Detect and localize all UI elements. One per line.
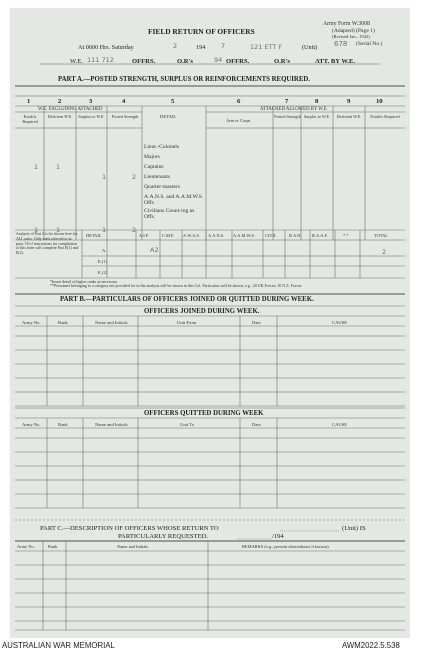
header-deficient-we: Deficient W.E.: [47, 114, 73, 119]
rank-majors: Majors: [144, 154, 160, 160]
archive-footer: [0, 638, 421, 653]
offrs-label: OFFRS.: [132, 58, 156, 65]
analysis-header-awas: A.W.A.S.: [183, 233, 200, 238]
analysis-row-e2: E.(2): [98, 270, 108, 275]
part-c-header-rank: Rank: [48, 544, 58, 549]
rank-aans-aamws: A.A.N.S. and A.A.M.W.S. Offs: [144, 194, 204, 206]
analysis-header-total: TOTAL: [374, 233, 388, 238]
part-c-title-line2: PARTICULARLY REQUESTED.: [118, 533, 209, 540]
posted-lieutenants-hw: 2: [132, 173, 137, 181]
footnote-1: *Insert detail of higher ranks as necessary.: [50, 279, 118, 284]
quitted-header-rank: Rank: [58, 422, 68, 427]
form-title: FIELD RETURN OF OFFICERS: [148, 27, 255, 36]
footer-institution: AUSTRALIAN WAR MEMORIAL: [2, 641, 115, 650]
joined-header-army-no: Army No.: [22, 320, 41, 325]
att-by-we-label: ATT. BY W.E.: [315, 58, 356, 65]
serial-label: (Serial No.): [356, 41, 383, 47]
analysis-note: Analysis of Part A to be shown here for ALL units. Only units referred to in para. 18 of instructions for compilation of this form will complete Part E(1) and E(2).: [16, 232, 79, 256]
day-handwritten: 2: [173, 42, 178, 50]
quitted-title: OFFICERS QUITTED DURING WEEK: [144, 410, 264, 417]
header-right-deficient: Deficient W.E.: [336, 114, 362, 119]
header-right-posted-strength: Posted Strength: [274, 114, 301, 119]
part-c-unit-is: (Unit) IS: [342, 525, 366, 532]
part-c-date-suffix: /194: [272, 533, 284, 540]
joined-header-unit-from: Unit From: [177, 320, 197, 325]
we-offrs-handwritten: 111 712: [87, 56, 114, 64]
quitted-header-unit-to: Unit To: [180, 422, 195, 427]
header-estabts-required: Estab'ts Required: [22, 114, 38, 124]
or-handwritten: 94: [214, 56, 223, 64]
at-hours-label: At 0600 Hrs. Saturday: [78, 44, 134, 51]
rank-captains: Captains: [144, 164, 164, 170]
quitted-header-army-no: Army No.: [22, 422, 41, 427]
offrs2-label: OFFRS.: [226, 58, 250, 65]
part-b-title: PART B.—PARTICULARS OF OFFICERS JOINED OR QUITTED DURING WEEK.: [60, 296, 314, 303]
estab-total-hw: 1: [34, 226, 39, 234]
estab-captains-hw: 1: [34, 163, 39, 171]
joined-header-cause: CAUSE: [332, 320, 348, 325]
analysis-header-aif: A.I.F.: [139, 233, 150, 238]
month-handwritten: 7: [221, 42, 226, 50]
aif-handwritten: A2: [150, 246, 159, 254]
header-arm-or-corps: Arm or Corps: [226, 118, 251, 123]
deficient-captains-hw: 1: [56, 163, 61, 171]
part-c-header-name: Name and Initials: [117, 544, 149, 549]
footer-accession-number: AWM2022.5.538: [342, 641, 400, 650]
or2-label: O.R's: [274, 58, 290, 65]
analysis-header-other: * *: [343, 233, 349, 238]
revised-label: (Revised Jan., 1942): [332, 34, 370, 39]
we-label: W.E.: [70, 58, 83, 65]
or-label: O.R's: [177, 58, 193, 65]
surplus-total-hw: 1: [102, 226, 107, 234]
header-right-surplus: Surplus to W.E.: [303, 114, 331, 119]
unit-handwritten: 121 ETT F: [250, 43, 283, 51]
joined-header-name: Name and Initials: [95, 320, 128, 325]
header-surplus-we: Surplus to W.E.: [78, 114, 105, 119]
analysis-row-e1: E.(1): [98, 259, 108, 264]
surplus-lieutenants-hw: 1: [102, 173, 107, 181]
analysis-header-aans: A.A.N.S.: [208, 233, 225, 238]
joined-header-date: Date: [252, 320, 261, 325]
army-form-label: Army Form W.3008: [323, 21, 370, 27]
header-posted-strength: Posted Strength: [111, 114, 139, 119]
part-c-title-line1: PART C.—DESCRIPTION OF OFFICERS WHOSE RETURN TO: [40, 525, 219, 532]
analysis-header-detail: DETAIL: [86, 233, 102, 238]
quitted-header-name: Name and Initials: [95, 422, 128, 427]
part-c-header-remarks: REMARKS (e.g., present whereabouts if known).: [242, 544, 330, 549]
analysis-header-raaf: R.A.A.F.: [312, 233, 328, 238]
header-detail: DETAIL: [160, 114, 177, 119]
attached-allowed: ATTACHED ALLOWED BY W.E.: [260, 107, 328, 112]
rank-lieut-colonels: Lieut.-Colonels: [144, 144, 179, 150]
joined-title: OFFICERS JOINED DURING WEEK.: [144, 308, 260, 315]
we-excluding-attached: W.E. EXCLUDING ATTACHED: [38, 107, 103, 112]
analysis-row-a: A.: [102, 248, 107, 253]
analysis-header-aamws: A.A.M.W.S.: [233, 233, 255, 238]
serial-number-handwritten: 678: [334, 40, 348, 48]
part-c-header-army-no: Army No.: [17, 544, 35, 549]
joined-header-rank: Rank: [58, 320, 68, 325]
part-a-title: PART A.—POSTED STRENGTH, SURPLUS OR REINFORCEMENTS REQUIRED.: [58, 76, 310, 83]
quitted-header-cause: CAUSE: [332, 422, 348, 427]
deficient-total-hw: 1: [56, 226, 61, 234]
total-handwritten: 2: [382, 248, 387, 256]
rank-quarter-masters: Quarter-masters: [144, 184, 180, 190]
analysis-header-civil: CIVIL: [265, 233, 277, 238]
adapted-label: (Adapted) (Page 1): [332, 28, 375, 34]
posted-total-hw: 2: [132, 226, 137, 234]
rank-lieutenants: Lieutenants: [144, 174, 171, 180]
quitted-header-date: Date: [252, 422, 261, 427]
form-sheet: FIELD RETURN OF OFFICERS Army Form W.3008 (Adapted) (Page 1) (Revised Jan., 1942) 678 (Serial No.) At 0600 Hrs. Saturday 2 194 7 121 ETT F (Unit) W.E. 111 712 OFFRS. O.R's 94 OFFRS. O.R's ATT. BY W.E. PART A.—POSTED STRENGTH, SURPLUS OR REINFORCEMENTS REQUIRED. 1 2 3 4 5 6 7 8 9 10 W.E. EXCLUDING ATTACHED ATTACHED ALLOWED BY W.E. Estab'ts Required Deficient W.E. Surplus to W.E. Posted Strength DETAIL Arm or Corps Posted Strength Surplus to W.E. Deficient W.E. Estab'ts Required Lieut.-Colonels Majors Captains Lieutenants Quarter-masters A.A.N.S. and A.A.M.W.S. Offs Civilians Count-ing as Offs. 1 1 1 1 1 1 2 2 Analysis of Part A to be shown here for ALL units. Only units referred to in para. 18 of instructions for compilation of this form will complete Part E(1) and E(2). DETAIL A.I.F. C.M.F. A.W.A.S. A.A.N.S. A.A.M.W.S. CIVIL R.A.N. R.A.A.F. * * TOTAL A. E.(1) E.(2) A2 2 *Insert detail of higher ranks as necessary. **Personnel belonging to a category not provided for in the analysis will be shown in this Col. Particulars will be shown, e.g., 20 UK Forces; 10 N.Z. Forces. PART B.—PARTICULARS OF OFFICERS JOINED OR QUITTED DURING WEEK. OFFICERS JOINED DURING WEEK. Army No. Rank Name and Initials Unit From Date CAUSE OFFICERS QUITTED DURING WEEK Army No. Rank Name and Initials Unit To Date CAUSE PART C.—DESCRIPTION OF OFFICERS WHOSE RETURN TO (Unit) IS PARTICULARLY REQUESTED. /194 Army No. Rank Name and Initials REMARKS (e.g., present whereabouts if known).: [10, 8, 410, 638]
footnote-2: **Personnel belonging to a category not provided for in the analysis will be shown in this Col. Particulars will be shown, e.g., 20 UK Forces; 10 N.Z. Forces.: [50, 283, 303, 288]
rank-civilians: Civilians Count-ing as Offs.: [144, 208, 195, 220]
analysis-header-ran: R.A.N.: [289, 233, 302, 238]
header-right-estabts: Estab'ts Required: [370, 114, 400, 119]
analysis-header-cmf: C.M.F.: [162, 233, 175, 238]
unit-label: (Unit): [302, 44, 318, 51]
year-prefix: 194: [196, 44, 206, 51]
